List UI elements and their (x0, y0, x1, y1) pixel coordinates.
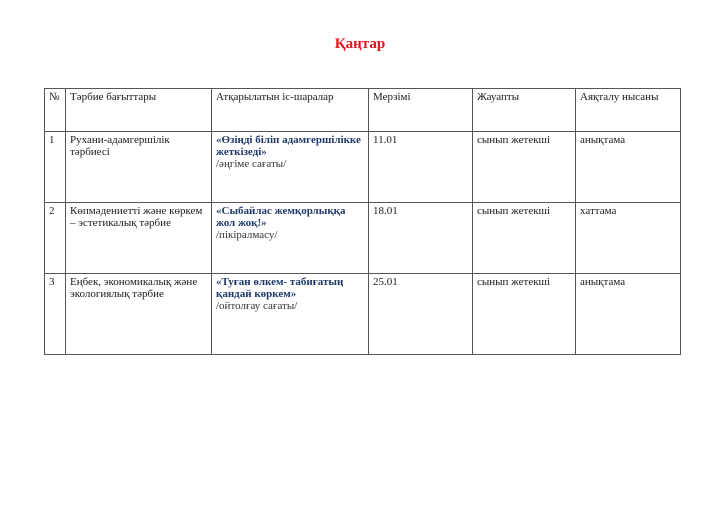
row-date: 11.01 (369, 132, 473, 203)
row-number: 2 (45, 203, 66, 274)
row-event (212, 203, 369, 274)
row-date: 25.01 (369, 274, 473, 355)
header-direction: Тәрбие бағыттары (66, 89, 212, 132)
event-title: «Сыбайлас жемқорлыққа жол жоқ!» (216, 205, 346, 229)
header-completion-form: Аяқталу нысаны (576, 89, 681, 132)
row-direction: Көпмәдениетті және көркем – эстетикалық тәрбие (66, 203, 212, 274)
event-form: /әңгіме сағаты/ (216, 158, 287, 170)
row-responsible: сынып жетекші (473, 132, 576, 203)
row-number: 3 (45, 274, 66, 355)
row-event (212, 132, 369, 203)
header-events: Атқарылатын іс-шаралар (212, 89, 369, 132)
row-completion-form: анықтама (576, 132, 681, 203)
row-completion-form: анықтама (576, 274, 681, 355)
header-date: Мерзімі (369, 89, 473, 132)
event-title: «Өзіңді біліп адамгершілікке жеткізеді» (216, 134, 361, 158)
event-form: /ойтолғау сағаты/ (216, 300, 298, 312)
table-header-row (45, 89, 681, 132)
row-completion-form: хаттама (576, 203, 681, 274)
table-row (45, 203, 681, 274)
row-number: 1 (45, 132, 66, 203)
event-title: «Туған өлкем- табиғатың қандай көркем» (216, 276, 344, 300)
header-number: № (45, 89, 66, 132)
row-responsible: сынып жетекші (473, 203, 576, 274)
page-title: Қаңтар (334, 36, 386, 52)
plan-table (44, 88, 681, 355)
row-direction: Рухани-адамгершілік тәрбиесі (66, 132, 212, 203)
row-responsible: сынып жетекші (473, 274, 576, 355)
row-event (212, 274, 369, 355)
header-responsible: Жауапты (473, 89, 576, 132)
row-date: 18.01 (369, 203, 473, 274)
table-row (45, 274, 681, 355)
row-direction: Еңбек, экономикалық және экологиялық тәрбие (66, 274, 212, 355)
event-form: /пікіралмасу/ (216, 229, 278, 241)
table-row (45, 132, 681, 203)
